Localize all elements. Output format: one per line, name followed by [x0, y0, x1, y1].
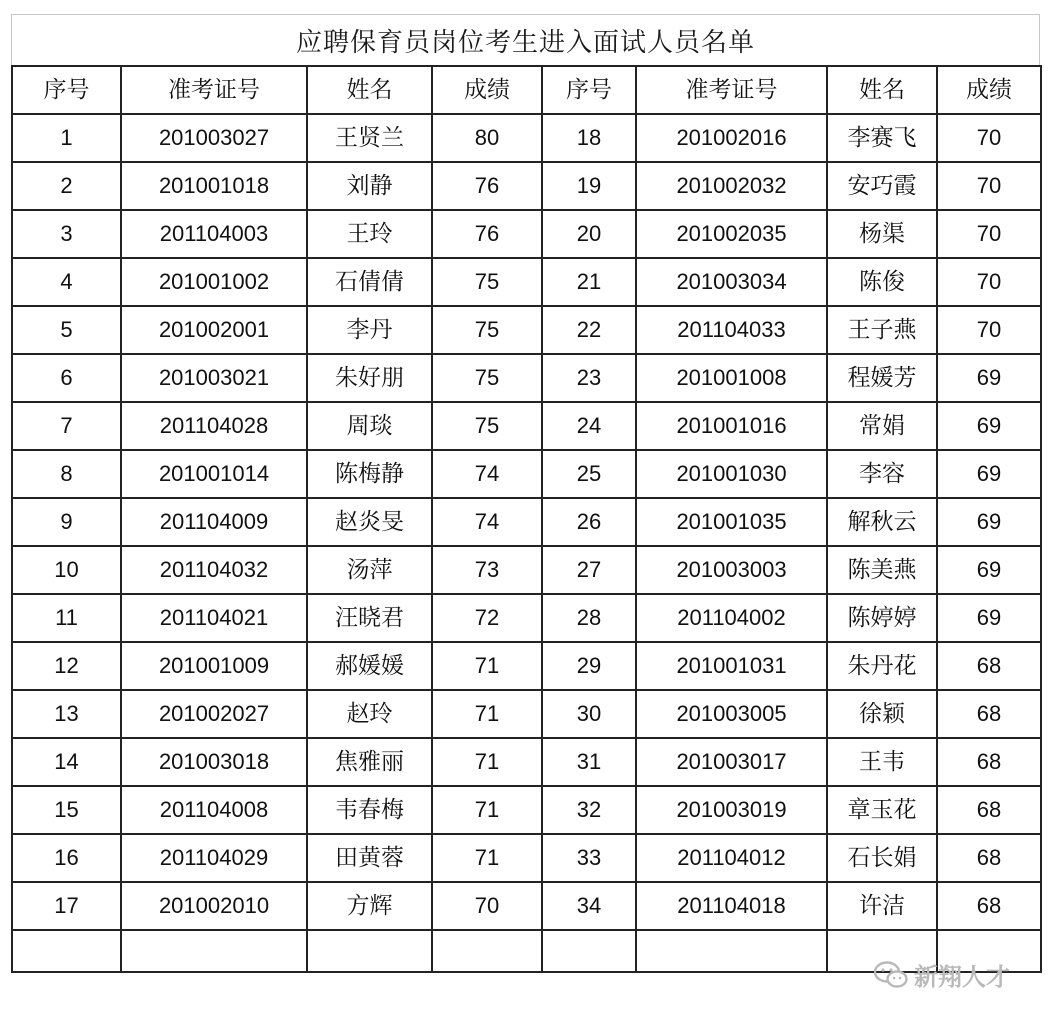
- empty-cell: [121, 930, 307, 972]
- left-seq-cell: 13: [12, 690, 121, 738]
- left-name-cell: 王贤兰: [307, 114, 432, 162]
- header-name-right: 姓名: [827, 66, 937, 114]
- right-exam-id-cell: 201003019: [636, 786, 827, 834]
- roster-sheet: [11, 14, 1040, 1010]
- right-score-cell: 70: [937, 258, 1041, 306]
- left-exam-id-cell: 201104028: [121, 402, 307, 450]
- left-seq-cell: 15: [12, 786, 121, 834]
- left-name-cell: 王玲: [307, 210, 432, 258]
- left-exam-id-cell: 201003027: [121, 114, 307, 162]
- right-seq-cell: 25: [542, 450, 636, 498]
- left-seq-cell: 1: [12, 114, 121, 162]
- left-score-cell: 75: [432, 258, 542, 306]
- right-seq-cell: 34: [542, 882, 636, 930]
- table-row: [12, 690, 1041, 738]
- left-name-cell: 汪晓君: [307, 594, 432, 642]
- empty-cell: [827, 930, 937, 972]
- table-row: [12, 306, 1041, 354]
- right-seq-cell: 21: [542, 258, 636, 306]
- table-row: [12, 594, 1041, 642]
- left-exam-id-cell: 201104021: [121, 594, 307, 642]
- left-seq-cell: 16: [12, 834, 121, 882]
- table-row: [12, 834, 1041, 882]
- left-score-cell: 80: [432, 114, 542, 162]
- right-seq-cell: 24: [542, 402, 636, 450]
- header-seq-right: 序号: [542, 66, 636, 114]
- left-exam-id-cell: 201003021: [121, 354, 307, 402]
- right-name-cell: 徐颖: [827, 690, 937, 738]
- right-score-cell: 68: [937, 738, 1041, 786]
- right-score-cell: 70: [937, 306, 1041, 354]
- right-exam-id-cell: 201104002: [636, 594, 827, 642]
- left-score-cell: 76: [432, 210, 542, 258]
- right-score-cell: 70: [937, 114, 1041, 162]
- left-seq-cell: 2: [12, 162, 121, 210]
- right-seq-cell: 32: [542, 786, 636, 834]
- right-seq-cell: 30: [542, 690, 636, 738]
- left-name-cell: 陈梅静: [307, 450, 432, 498]
- left-score-cell: 71: [432, 738, 542, 786]
- table-row: [12, 450, 1041, 498]
- left-exam-id-cell: 201001014: [121, 450, 307, 498]
- right-score-cell: 69: [937, 546, 1041, 594]
- right-seq-cell: 23: [542, 354, 636, 402]
- table-row: [12, 354, 1041, 402]
- right-exam-id-cell: 201104018: [636, 882, 827, 930]
- left-name-cell: 汤萍: [307, 546, 432, 594]
- empty-cell: [937, 930, 1041, 972]
- right-name-cell: 石长娟: [827, 834, 937, 882]
- right-seq-cell: 33: [542, 834, 636, 882]
- left-name-cell: 赵玲: [307, 690, 432, 738]
- left-seq-cell: 5: [12, 306, 121, 354]
- right-seq-cell: 19: [542, 162, 636, 210]
- left-seq-cell: 17: [12, 882, 121, 930]
- left-score-cell: 73: [432, 546, 542, 594]
- table-row: [12, 498, 1041, 546]
- left-exam-id-cell: 201001002: [121, 258, 307, 306]
- left-score-cell: 71: [432, 786, 542, 834]
- header-row: [12, 66, 1041, 114]
- empty-cell: [432, 930, 542, 972]
- right-exam-id-cell: 201002035: [636, 210, 827, 258]
- right-exam-id-cell: 201001030: [636, 450, 827, 498]
- left-seq-cell: 12: [12, 642, 121, 690]
- left-score-cell: 75: [432, 354, 542, 402]
- left-score-cell: 71: [432, 690, 542, 738]
- left-score-cell: 72: [432, 594, 542, 642]
- right-seq-cell: 26: [542, 498, 636, 546]
- right-score-cell: 68: [937, 882, 1041, 930]
- right-score-cell: 69: [937, 450, 1041, 498]
- right-name-cell: 许洁: [827, 882, 937, 930]
- left-score-cell: 76: [432, 162, 542, 210]
- left-seq-cell: 7: [12, 402, 121, 450]
- right-seq-cell: 18: [542, 114, 636, 162]
- table-row: [12, 546, 1041, 594]
- left-seq-cell: 3: [12, 210, 121, 258]
- header-exam-id-right: 准考证号: [636, 66, 827, 114]
- watermark-text: 新翔人才: [914, 963, 1010, 991]
- right-score-cell: 68: [937, 834, 1041, 882]
- right-seq-cell: 27: [542, 546, 636, 594]
- right-score-cell: 70: [937, 162, 1041, 210]
- left-name-cell: 石倩倩: [307, 258, 432, 306]
- roster-table: [11, 65, 1042, 973]
- table-row: [12, 738, 1041, 786]
- right-score-cell: 68: [937, 786, 1041, 834]
- right-name-cell: 章玉花: [827, 786, 937, 834]
- table-row: [12, 402, 1041, 450]
- left-exam-id-cell: 201001009: [121, 642, 307, 690]
- right-exam-id-cell: 201003034: [636, 258, 827, 306]
- right-name-cell: 朱丹花: [827, 642, 937, 690]
- empty-cell: [307, 930, 432, 972]
- right-seq-cell: 20: [542, 210, 636, 258]
- right-score-cell: 69: [937, 354, 1041, 402]
- right-exam-id-cell: 201001008: [636, 354, 827, 402]
- right-exam-id-cell: 201003017: [636, 738, 827, 786]
- right-exam-id-cell: 201002032: [636, 162, 827, 210]
- right-name-cell: 杨渠: [827, 210, 937, 258]
- left-exam-id-cell: 201104032: [121, 546, 307, 594]
- left-score-cell: 74: [432, 498, 542, 546]
- left-name-cell: 周琰: [307, 402, 432, 450]
- left-score-cell: 74: [432, 450, 542, 498]
- right-exam-id-cell: 201104012: [636, 834, 827, 882]
- empty-row: [12, 930, 1041, 972]
- left-name-cell: 刘静: [307, 162, 432, 210]
- header-name-left: 姓名: [307, 66, 432, 114]
- header-score-right: 成绩: [937, 66, 1041, 114]
- left-exam-id-cell: 201104003: [121, 210, 307, 258]
- left-seq-cell: 4: [12, 258, 121, 306]
- left-seq-cell: 6: [12, 354, 121, 402]
- right-seq-cell: 28: [542, 594, 636, 642]
- left-exam-id-cell: 201001018: [121, 162, 307, 210]
- roster-body: [12, 114, 1041, 972]
- header-exam-id-left: 准考证号: [121, 66, 307, 114]
- right-name-cell: 王子燕: [827, 306, 937, 354]
- right-score-cell: 70: [937, 210, 1041, 258]
- table-row: [12, 210, 1041, 258]
- right-name-cell: 陈婷婷: [827, 594, 937, 642]
- left-seq-cell: 8: [12, 450, 121, 498]
- left-exam-id-cell: 201003018: [121, 738, 307, 786]
- left-exam-id-cell: 201104008: [121, 786, 307, 834]
- header-score-left: 成绩: [432, 66, 542, 114]
- left-score-cell: 71: [432, 834, 542, 882]
- table-row: [12, 642, 1041, 690]
- empty-cell: [542, 930, 636, 972]
- right-exam-id-cell: 201002016: [636, 114, 827, 162]
- page-title: 应聘保育员岗位考生进入面试人员名单: [295, 27, 755, 58]
- title-row: [11, 14, 1040, 65]
- left-seq-cell: 14: [12, 738, 121, 786]
- left-name-cell: 方辉: [307, 882, 432, 930]
- right-name-cell: 常娟: [827, 402, 937, 450]
- right-seq-cell: 22: [542, 306, 636, 354]
- table-row: [12, 786, 1041, 834]
- table-row: [12, 258, 1041, 306]
- right-exam-id-cell: 201001035: [636, 498, 827, 546]
- right-name-cell: 王韦: [827, 738, 937, 786]
- right-name-cell: 李容: [827, 450, 937, 498]
- right-name-cell: 安巧霞: [827, 162, 937, 210]
- left-name-cell: 朱好朋: [307, 354, 432, 402]
- left-name-cell: 焦雅丽: [307, 738, 432, 786]
- table-row: [12, 162, 1041, 210]
- right-exam-id-cell: 201001031: [636, 642, 827, 690]
- right-score-cell: 69: [937, 402, 1041, 450]
- left-name-cell: 韦春梅: [307, 786, 432, 834]
- left-name-cell: 李丹: [307, 306, 432, 354]
- right-name-cell: 解秋云: [827, 498, 937, 546]
- right-name-cell: 陈美燕: [827, 546, 937, 594]
- table-row: [12, 114, 1041, 162]
- table-row: [12, 882, 1041, 930]
- left-seq-cell: 11: [12, 594, 121, 642]
- right-score-cell: 68: [937, 642, 1041, 690]
- right-seq-cell: 29: [542, 642, 636, 690]
- empty-cell: [636, 930, 827, 972]
- right-score-cell: 69: [937, 498, 1041, 546]
- right-exam-id-cell: 201003005: [636, 690, 827, 738]
- left-exam-id-cell: 201104009: [121, 498, 307, 546]
- header-seq-left: 序号: [12, 66, 121, 114]
- right-score-cell: 69: [937, 594, 1041, 642]
- left-score-cell: 70: [432, 882, 542, 930]
- right-name-cell: 程媛芳: [827, 354, 937, 402]
- left-score-cell: 75: [432, 306, 542, 354]
- right-score-cell: 68: [937, 690, 1041, 738]
- left-seq-cell: 9: [12, 498, 121, 546]
- left-seq-cell: 10: [12, 546, 121, 594]
- left-exam-id-cell: 201002001: [121, 306, 307, 354]
- right-exam-id-cell: 201003003: [636, 546, 827, 594]
- left-name-cell: 赵炎旻: [307, 498, 432, 546]
- left-score-cell: 75: [432, 402, 542, 450]
- left-exam-id-cell: 201104029: [121, 834, 307, 882]
- left-exam-id-cell: 201002010: [121, 882, 307, 930]
- left-name-cell: 郝媛媛: [307, 642, 432, 690]
- empty-cell: [12, 930, 121, 972]
- right-seq-cell: 31: [542, 738, 636, 786]
- left-name-cell: 田黄蓉: [307, 834, 432, 882]
- left-exam-id-cell: 201002027: [121, 690, 307, 738]
- right-exam-id-cell: 201001016: [636, 402, 827, 450]
- right-name-cell: 李赛飞: [827, 114, 937, 162]
- right-name-cell: 陈俊: [827, 258, 937, 306]
- left-score-cell: 71: [432, 642, 542, 690]
- right-exam-id-cell: 201104033: [636, 306, 827, 354]
